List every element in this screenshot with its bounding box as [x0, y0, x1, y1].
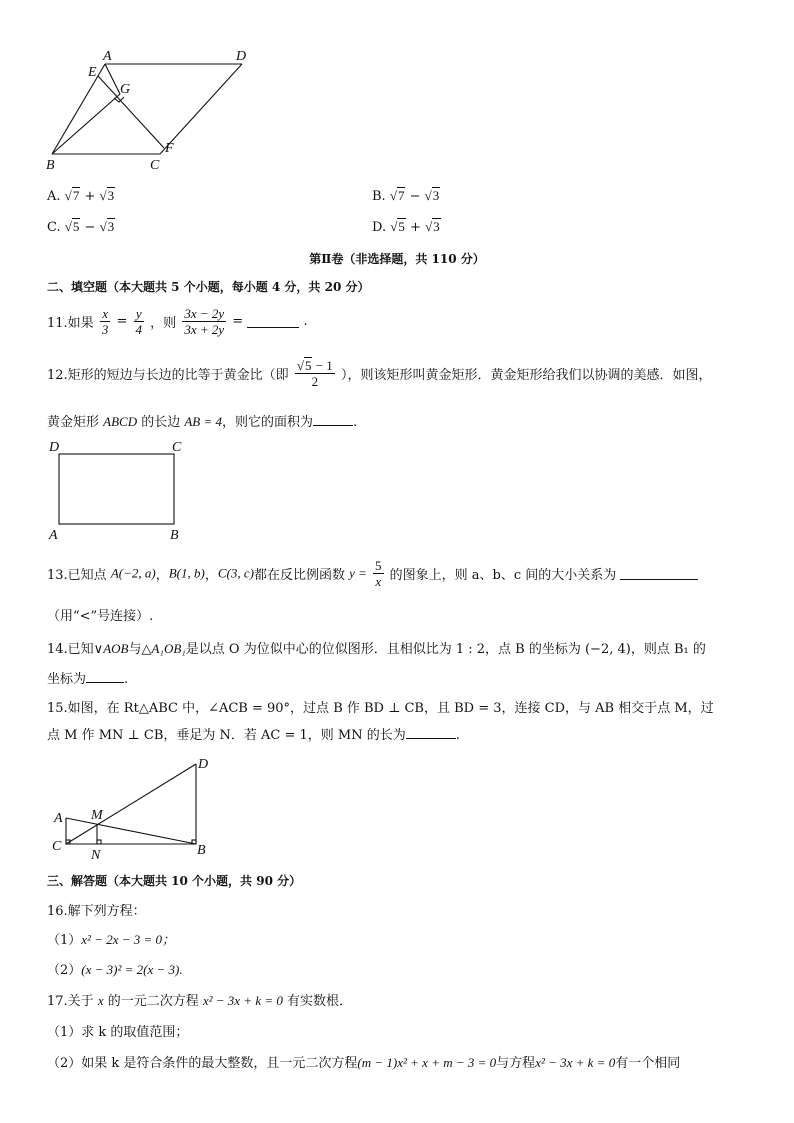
- label-a: A: [54, 811, 63, 826]
- question-16-part1: （1）x² − 2x − 3 = 0；: [47, 932, 176, 948]
- option-a[interactable]: A. √7 + √3: [47, 188, 115, 204]
- question-12-line2: 黄金矩形 ABCD 的长边 AB = 4，则它的面积为 .: [47, 414, 358, 430]
- question-11: 11.如果 $\frac{x}{3}$ = $\frac{y}{4}$ ，则 $\frac{3x - 2y}{3x + 2y}$ = .: [47, 306, 308, 337]
- parallelogram-figure: [40, 46, 250, 176]
- label-b: B: [46, 158, 55, 173]
- question-16-title: 16.解下列方程：: [47, 904, 146, 919]
- question-13-line2: （用“<”号连接）.: [47, 609, 154, 624]
- side-ab: [52, 64, 105, 154]
- label-g: G: [120, 82, 131, 97]
- answer-blank-14[interactable]: [86, 670, 124, 683]
- segment-ab: [66, 818, 196, 844]
- question-15-line2: 点 M 作 MN ⊥ CB，垂足为 N．若 AC = 1，则 MN 的长为 .: [47, 728, 460, 743]
- segment-ef: [98, 76, 164, 148]
- answer-blank-11[interactable]: [247, 315, 299, 328]
- segment-cd: [66, 764, 196, 844]
- rectangle-abcd: [59, 454, 174, 524]
- triangle-figure: [44, 752, 224, 864]
- label-c: C: [172, 440, 182, 455]
- option-d[interactable]: D. √5 + √3: [372, 219, 440, 235]
- segment-ag: [105, 64, 120, 94]
- label-c: C: [52, 839, 62, 854]
- section2-heading: 二、填空题（本大题共 5 个小题，每小题 4 分，共 20 分）: [47, 280, 370, 294]
- question-14-line1: 14.已知∨AOB与△A₁OB₁是以点 O 为位似中心的位似图形．且相似比为 1 : 2，点 B 的坐标为 (−2, 4)，则点 B₁ 的: [47, 641, 706, 657]
- part2-heading: 第Ⅱ卷（非选择题，共 110 分）: [309, 252, 485, 266]
- question-12-line1: 12.矩形的短边与长边的比等于黄金比（即 $\frac{√5 - 1}{2}$ ），则该矩形叫黄金矩形．黄金矩形给我们以协调的美感．如图，: [47, 358, 712, 389]
- question-17-part1: （1）求 k 的取值范围；: [47, 1025, 189, 1040]
- question-14-line2: 坐标为 .: [47, 672, 129, 687]
- label-f: F: [165, 141, 174, 156]
- answer-blank-13[interactable]: [620, 567, 698, 580]
- answer-blank-15[interactable]: [406, 726, 456, 739]
- question-16-part2: （2）(x − 3)² = 2(x − 3).: [47, 962, 183, 978]
- label-d: D: [198, 757, 209, 772]
- question-17-part2: （2）如果 k 是符合条件的最大整数，且一元二次方程(m − 1)x² + x + m − 3 = 0与方程x² − 3x + k = 0有一个相同: [47, 1055, 681, 1071]
- label-b: B: [197, 843, 206, 858]
- label-d: D: [49, 440, 60, 455]
- section3-heading: 三、解答题（本大题共 10 个小题，共 90 分）: [47, 874, 302, 888]
- question-17-line1: 17.关于 x 的一元二次方程 x² − 3x + k = 0 有实数根．: [47, 993, 353, 1009]
- label-b: B: [170, 528, 179, 543]
- option-b[interactable]: B. √7 − √3: [372, 188, 440, 204]
- label-m: M: [91, 808, 103, 823]
- answer-blank-12[interactable]: [313, 413, 353, 426]
- label-c: C: [150, 158, 160, 173]
- golden-rectangle-figure: [44, 436, 194, 546]
- label-a: A: [103, 49, 112, 64]
- option-c[interactable]: C. √5 − √3: [47, 219, 115, 235]
- right-angle-n: [97, 840, 101, 844]
- question-15-line1: 15.如图，在 Rt△ABC 中，∠ACB = 90°，过点 B 作 BD ⊥ CB，且 BD = 3，连接 CD，与 AB 相交于点 M，过: [47, 701, 714, 716]
- label-a: A: [49, 528, 58, 543]
- question-13-line1: 13.已知点 A(−2, a)，B(1, b)，C(3, c)都在反比例函数 y = $\frac{5}{x}$ 的图象上，则 a、b、c 间的大小关系为: [47, 558, 698, 589]
- label-e: E: [88, 65, 97, 80]
- label-n: N: [91, 848, 101, 863]
- label-d: D: [236, 49, 247, 64]
- segment-bg: [52, 94, 120, 154]
